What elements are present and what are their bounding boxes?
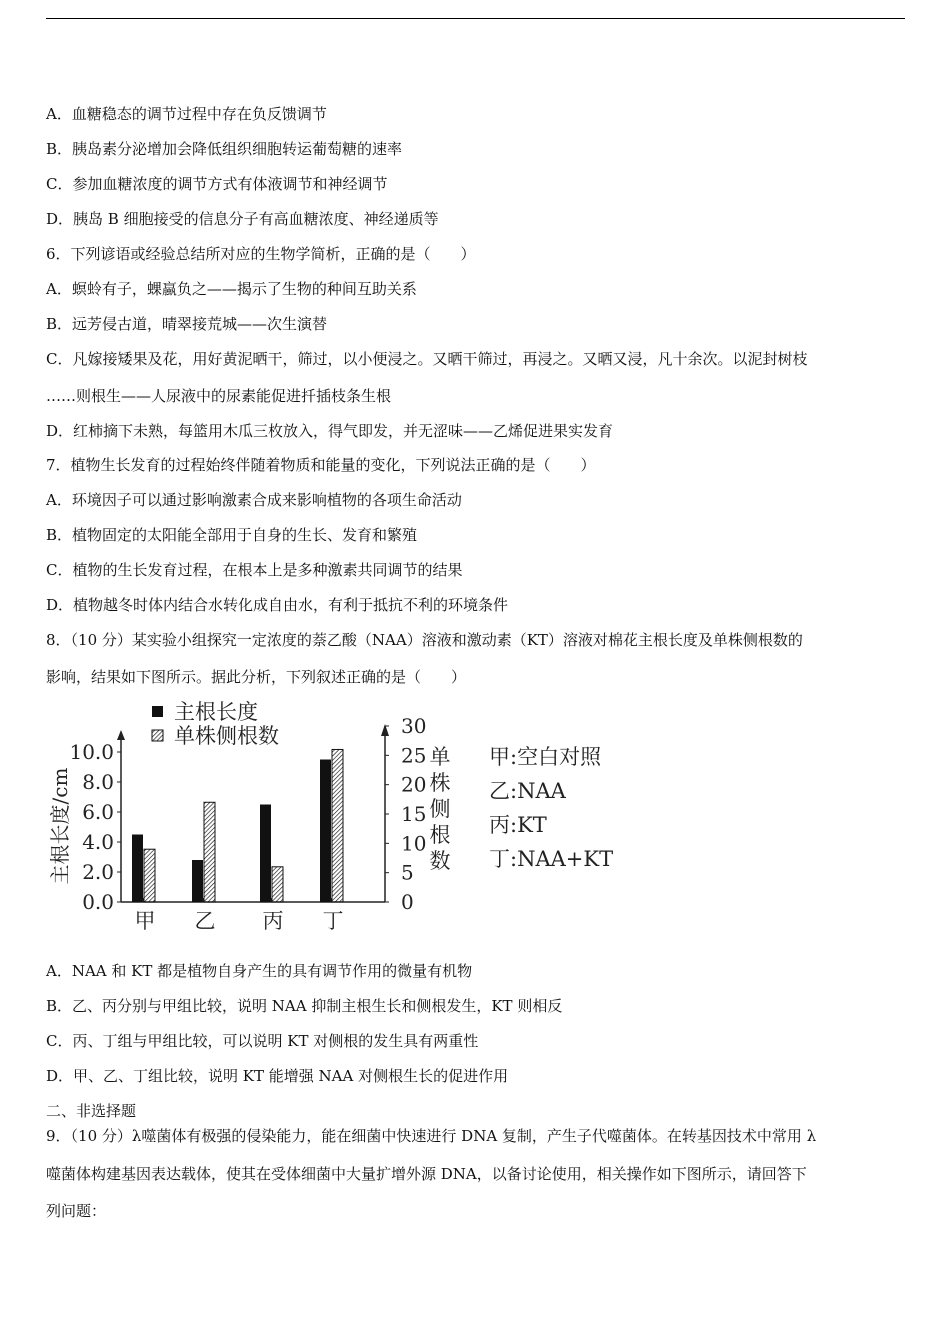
group-key-item: 丙:KT (489, 813, 547, 837)
option-b-q5: B．胰岛素分泌增加会降低组织细胞转运葡萄糖的速率 (46, 140, 403, 158)
x-tick-label: 甲 (134, 909, 156, 933)
option-c-q6: C．凡嫁接矮果及花，用好黄泥晒干，筛过，以小便浸之。又晒干筛过，再浸之。又晒又浸，凡十余次。以泥封树枝 (46, 350, 808, 368)
root-bar-chart (40, 696, 640, 942)
right-tick-label: 15 (401, 802, 427, 826)
option-d-q8: D．甲、乙、丁组比较，说明 KT 能增强 NAA 对侧根生长的促进作用 (46, 1067, 509, 1085)
option-a-q5: A．血糖稳态的调节过程中存在负反馈调节 (46, 105, 327, 123)
right-tick-label: 5 (401, 860, 414, 885)
option-c-q5: C．参加血糖浓度的调节方式有体液调节和神经调节 (46, 175, 388, 193)
question-8: 8．（10 分）某实验小组探究一定浓度的萘乙酸（NAA）溶液和激动素（KT）溶液对棉花主根长度及单株侧根数的 (46, 631, 803, 649)
option-d-q7: D．植物越冬时体内结合水转化成自由水，有利于抵抗不利的环境条件 (46, 596, 509, 614)
left-tick-label: 8.0 (82, 770, 114, 794)
option-c-q7: C．植物的生长发育过程，在根本上是多种激素共同调节的结果 (46, 561, 463, 579)
left-tick-label: 2.0 (82, 860, 114, 884)
bar-main-root-length (260, 805, 271, 903)
bar-main-root-length (132, 835, 143, 903)
bar-lateral-root-count (332, 749, 343, 902)
legend-swatch-solid (152, 706, 163, 717)
option-a-q6: A．螟蛉有子，蜾蠃负之——揭示了生物的种间互助关系 (46, 280, 417, 298)
bar-lateral-root-count (144, 849, 155, 902)
group-key-item: 丁:NAA+KT (489, 847, 614, 871)
right-axis-title-char: 数 (429, 849, 451, 873)
right-axis-title-char: 根 (429, 823, 451, 847)
legend-swatch-hatched (152, 730, 163, 741)
left-axis-arrow (117, 730, 125, 740)
right-tick-label: 0 (401, 890, 414, 914)
option-b-q7: B．植物固定的太阳能全部用于自身的生长、发育和繁殖 (46, 526, 418, 544)
x-tick-label: 乙 (194, 909, 216, 933)
bar-main-root-length (320, 760, 331, 903)
legend-label-lateral-root: 单株侧根数 (174, 724, 279, 748)
bar-lateral-root-count (204, 802, 215, 902)
left-tick-label: 6.0 (82, 800, 114, 824)
right-axis-title-char: 侧 (429, 797, 451, 821)
group-key-item: 甲:空白对照 (489, 745, 602, 769)
right-axis-title-char: 单 (429, 745, 451, 769)
left-tick-label: 10.0 (69, 740, 114, 764)
bar-main-root-length (192, 860, 203, 902)
option-a-q8: A．NAA 和 KT 都是植物自身产生的具有调节作用的微量有机物 (46, 962, 473, 980)
group-key-item: 乙:NAA (489, 779, 566, 803)
option-b-q6: B．远芳侵古道，晴翠接荒城——次生演替 (46, 315, 328, 333)
question-9-cont2: 列问题： (46, 1202, 107, 1220)
option-c-q8: C．丙、丁组与甲组比较，可以说明 KT 对侧根的发生具有两重性 (46, 1032, 479, 1050)
question-9: 9．（10 分）λ噬菌体有极强的侵染能力，能在细菌中快速进行 DNA 复制，产生子代噬菌体。在转基因技术中常用 λ (46, 1127, 817, 1145)
right-tick-label: 30 (401, 714, 427, 738)
option-b-q8: B．乙、丙分别与甲组比较，说明 NAA 抑制主根生长和侧根发生，KT 则相反 (46, 997, 563, 1015)
question-7: 7．植物生长发育的过程始终伴随着物质和能量的变化，下列说法正确的是（ ） (46, 456, 596, 474)
right-axis-title-char: 株 (429, 771, 451, 795)
right-tick-label: 25 (401, 743, 427, 768)
left-axis-title: 主根长度/cm (48, 767, 72, 885)
option-a-q7: A．环境因子可以通过影响激素合成来影响植物的各项生命活动 (46, 491, 462, 509)
right-tick-label: 20 (401, 772, 427, 797)
right-tick-label: 10 (401, 831, 427, 856)
x-tick-label: 丁 (322, 909, 344, 933)
left-tick-label: 4.0 (82, 830, 114, 854)
question-8-cont: 影响，结果如下图所示。据此分析，下列叙述正确的是（ ） (46, 668, 467, 686)
x-tick-label: 丙 (262, 909, 284, 933)
bar-lateral-root-count (272, 867, 283, 902)
question-6: 6．下列谚语或经验总结所对应的生物学简析，正确的是（ ） (46, 245, 476, 263)
option-c-q6-cont: ……则根生——人尿液中的尿素能促进扦插枝条生根 (46, 387, 392, 405)
section-heading: 二、非选择题 (46, 1102, 137, 1120)
legend-label-main-root: 主根长度 (174, 700, 258, 724)
header-rule (46, 18, 905, 19)
left-tick-label: 0.0 (82, 890, 114, 914)
question-9-cont: 噬菌体构建基因表达载体，使其在受体细菌中大量扩增外源 DNA，以备讨论使用，相关操作如下图所示，请回答下 (46, 1165, 807, 1183)
option-d-q5: D．胰岛 B 细胞接受的信息分子有高血糖浓度、神经递质等 (46, 210, 439, 228)
option-d-q6: D．红柿摘下未熟，每篮用木瓜三枚放入，得气即发，并无涩味——乙烯促进果实发育 (46, 422, 614, 440)
